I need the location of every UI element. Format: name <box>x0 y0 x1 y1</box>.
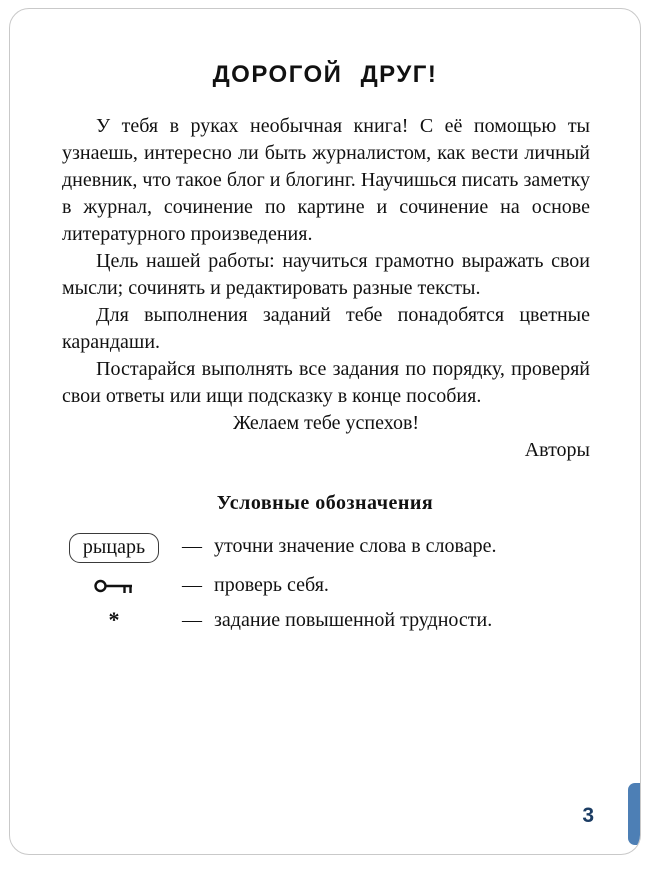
boxed-word-symbol: рыцарь <box>69 533 159 563</box>
legend-item-difficulty <box>58 607 596 633</box>
dash: — <box>182 535 202 557</box>
paragraph-2: Цель нашей работы: научиться грамотно выражать свои мысли; сочинять и редактировать разные тексты. <box>62 250 590 299</box>
legend-text-check-yourself: проверь себя. <box>214 574 329 596</box>
book-page <box>9 8 641 855</box>
paragraph-3: Для выполнения заданий тебе понадобятся цветные карандаши. <box>62 304 590 353</box>
legend-heading: Условные обозначения <box>216 492 434 514</box>
legend-text-difficulty: задание повышенной трудности. <box>214 609 493 631</box>
paragraph-4: Постарайся выполнять все задания по порядку, проверяй свои ответы или ищи подсказку в конце пособия. <box>62 358 590 407</box>
asterisk-symbol: * <box>108 607 120 632</box>
intro-text-block <box>62 113 590 464</box>
closing-line: Желаем тебе успехов! <box>232 412 420 434</box>
paragraph-1: У тебя в руках необычная книга! С её помощью ты узнаешь, интересно ли быть журналистом, как вести личный дневник, что такое блог и блогинг. Научишься писать заметку в журнал, сочинение по картине и сочинение на основе литературного произведения. <box>62 115 590 245</box>
authors-signature: Авторы <box>524 439 590 461</box>
legend-text-dictionary: уточни значение слова в словаре. <box>214 535 497 557</box>
legend-list <box>58 533 596 633</box>
key-icon <box>93 574 135 596</box>
legend-item-check-yourself <box>58 572 596 598</box>
boxed-word-cell <box>58 533 170 563</box>
page-edge-tab <box>628 783 641 845</box>
page-number: 3 <box>582 804 594 827</box>
legend-item-dictionary <box>58 533 596 563</box>
page-title: ДОРОГОЙ ДРУГ! <box>212 61 438 88</box>
dash: — <box>182 574 202 596</box>
asterisk-cell <box>58 607 170 633</box>
key-symbol-cell <box>58 574 170 596</box>
dash: — <box>182 609 202 631</box>
